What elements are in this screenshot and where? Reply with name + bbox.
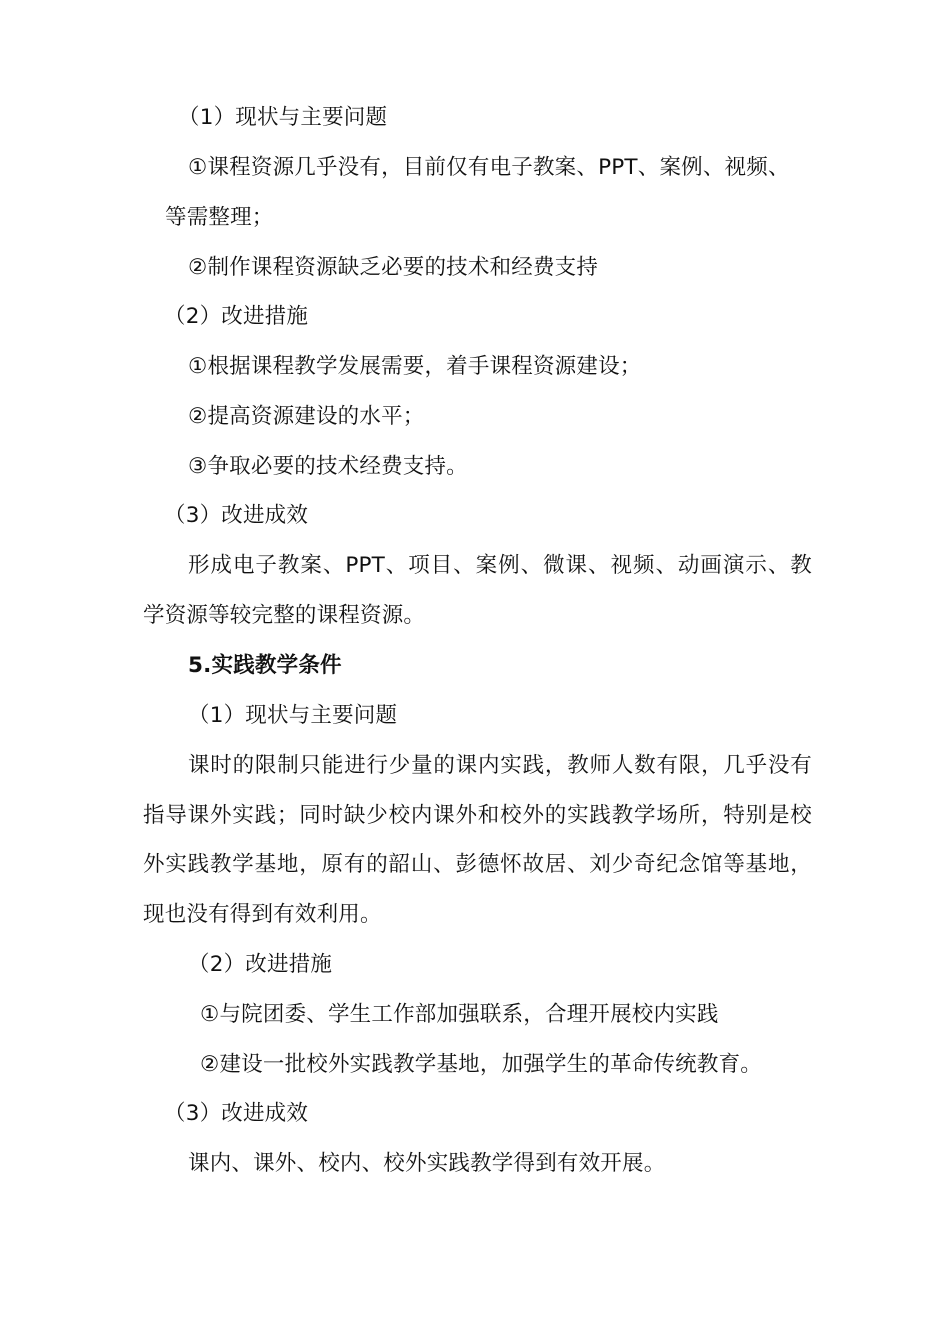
subheading-status-problems-1: （1）现状与主要问题 (178, 105, 388, 130)
list-item-resources-1-cont: 等需整理； (165, 205, 274, 230)
list-item-measures-2: ②提高资源建设的水平； (188, 404, 425, 429)
list-item-measures-3: ③争取必要的技术经费支持。 (188, 454, 468, 479)
paragraph-practice-line-2: 指导课外实践；同时缺少校内课外和校外的实践教学场所，特别是校 (143, 803, 812, 828)
section-heading-practice-teaching: 5.实践教学条件 (188, 653, 342, 678)
paragraph-practice-line-3: 外实践教学基地，原有的韶山、彭德怀故居、刘少奇纪念馆等基地， (143, 852, 812, 877)
subheading-improvement-results-2: （3）改进成效 (164, 1101, 309, 1126)
paragraph-practice-line-4: 现也没有得到有效利用。 (143, 902, 382, 927)
paragraph-practice-results: 课内、课外、校内、校外实践教学得到有效开展。 (188, 1151, 666, 1176)
subheading-improvement-measures-2: （2）改进措施 (188, 952, 333, 977)
paragraph-practice-line-1: 课时的限制只能进行少量的课内实践，教师人数有限，几乎没有 (188, 753, 812, 778)
paragraph-results-1-cont: 学资源等较完整的课程资源。 (143, 603, 426, 628)
list-item-resources-2: ②制作课程资源缺乏必要的技术和经费支持 (188, 255, 599, 280)
paragraph-results-1: 形成电子教案、PPT、项目、案例、微课、视频、动画演示、教 (188, 553, 812, 578)
subheading-improvement-results-1: （3）改进成效 (164, 503, 309, 528)
list-item-measures-1: ①根据课程教学发展需要，着手课程资源建设； (188, 354, 642, 379)
subheading-improvement-measures-1: （2）改进措施 (164, 304, 309, 329)
list-item-resources-1: ①课程资源几乎没有，目前仅有电子教案、PPT、案例、视频、 (188, 155, 790, 180)
list-item-practice-measures-2: ②建设一批校外实践教学基地，加强学生的革命传统教育。 (200, 1052, 762, 1077)
subheading-status-problems-2: （1）现状与主要问题 (188, 703, 398, 728)
list-item-practice-measures-1: ①与院团委、学生工作部加强联系，合理开展校内实践 (200, 1002, 719, 1027)
